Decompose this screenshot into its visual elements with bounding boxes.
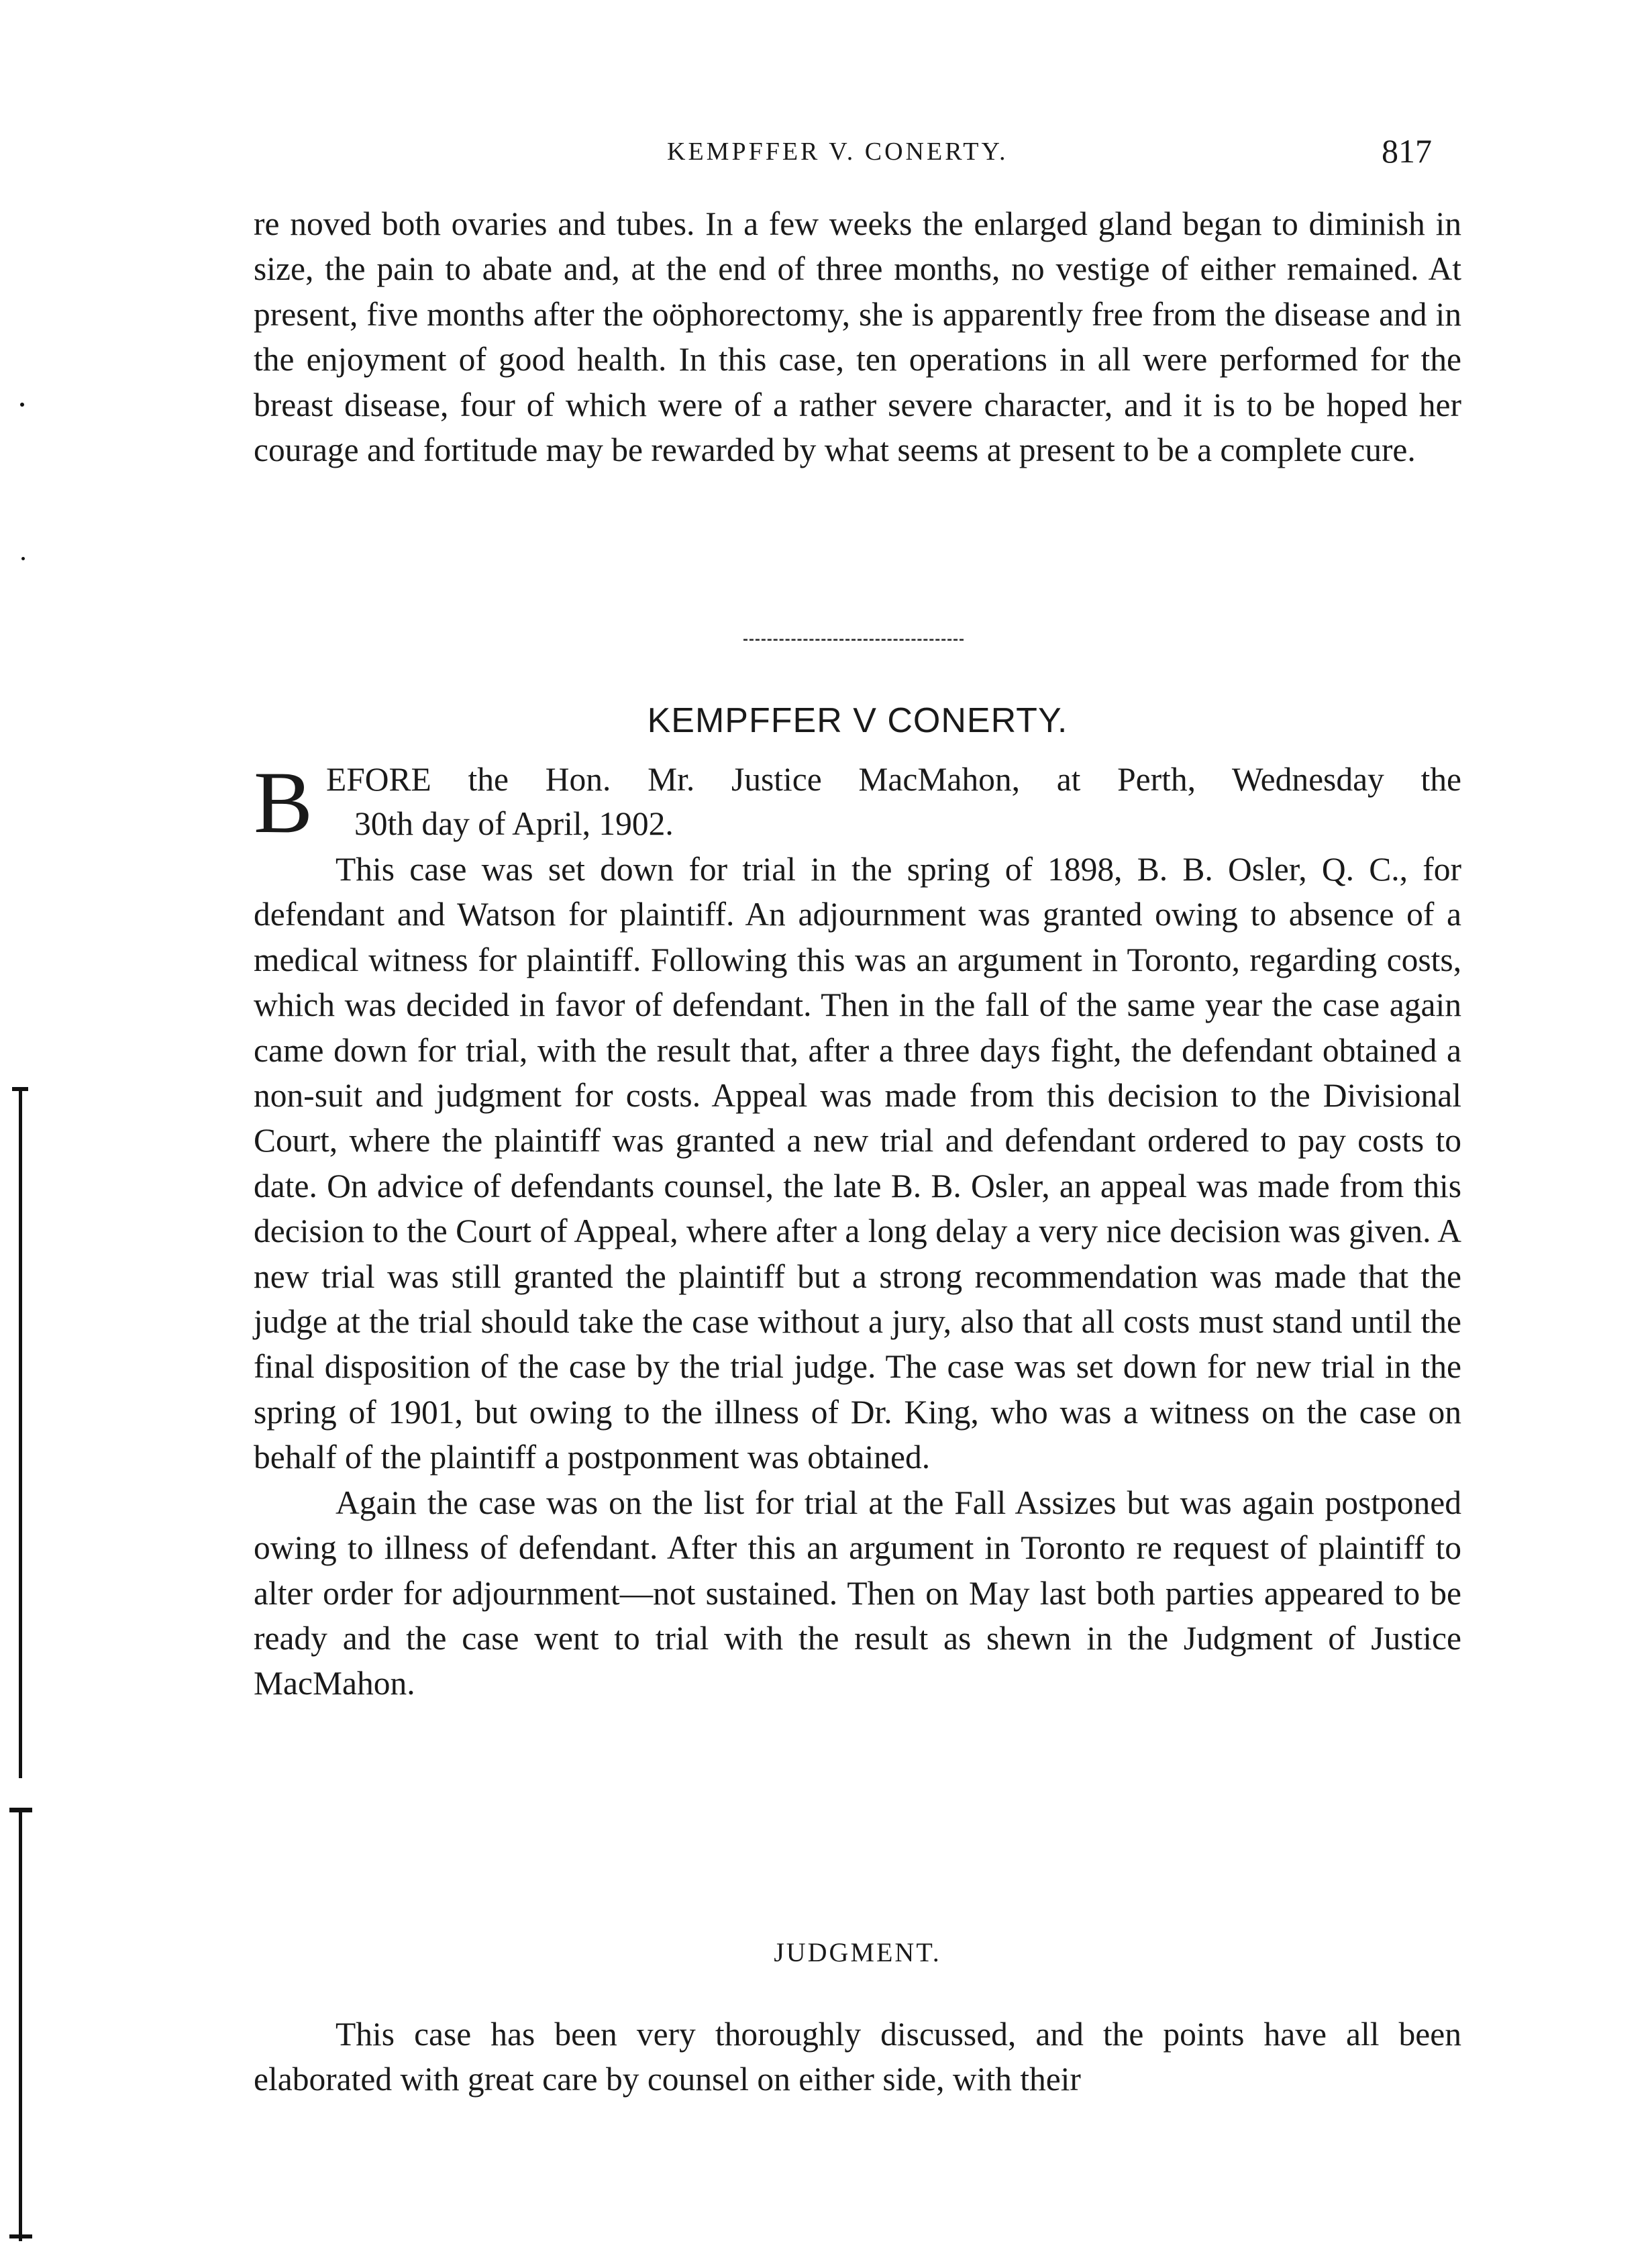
margin-line: [19, 1812, 22, 2241]
section-divider: [743, 639, 964, 641]
case-body: [254, 847, 1461, 1706]
margin-tick: [12, 1087, 28, 1091]
running-title: KEMPFFER V. CONERTY.: [667, 138, 1009, 166]
continued-text: [254, 201, 1461, 472]
drop-cap: B: [254, 753, 313, 852]
running-head: [248, 132, 1456, 178]
margin-tick: [9, 1808, 32, 1812]
margin-tick: [9, 2234, 32, 2238]
margin-line: [19, 1087, 22, 1778]
scan-margin-marks: [0, 0, 81, 2268]
case-paragraph-1: This case was set down for trial in the spring of 1898, B. B. Osler, Q. C., for defendant and Watson for plaintiff. An adjournment was granted owing to absence of a medical witness for plaintiff. Following this was an argument in Toronto, regarding costs, which was decided in favor of defendant. Then in the fall of the same year the case again came down for trial, with the result that, after a three days fight, the defendant obtained a non-suit and judgment for costs. Appeal was made from this decision to the Divisional Court, where the plaintiff was granted a new trial and defendant ordered to pay costs to date. On advice of defendants counsel, the late B. B. Osler, an appeal was made from this decision to the Court of Appeal, where after a long delay a very nice decision was given. A new trial was still granted the plaintiff but a strong recommendation was made that the judge at the trial should take the case without a jury, also that all costs must stand until the final disposition of the case by the trial judge. The case was set down for new trial in the spring of 1901, but owing to the illness of Dr. King, who was a witness on the case on behalf of the plaintiff a postponment was obtained.: [254, 851, 1461, 1476]
case-paragraph-2: Again the case was on the list for trial at the Fall Assizes but was again postponed owing to illness of defendant. After this an argument in Toronto re request of plaintiff to alter order for adjournment—not sustained. Then on May last both parties appeared to be ready and the case went to trial with the result as shewn in the Judgment of Justice MacMahon.: [254, 1484, 1461, 1702]
case-title: KEMPFFER V CONERTY.: [647, 701, 1068, 740]
continued-paragraph: re noved both ovaries and tubes. In a few weeks the enlarged gland began to diminish in size, the pain to abate and, at the end of three months, no vestige of either remained. At present, five months after the oöphorectomy, she is apparently free from the disease and in the enjoyment of good health. In this case, ten operations in all were performed for the breast disease, four of which were of a rather severe character, and it is to be hoped her courage and fortitude may be rewarded by what seems at present to be a complete cure.: [254, 205, 1461, 469]
opening-line-2: 30th day of April, 1902.: [354, 805, 674, 842]
judgment-heading: JUDGMENT.: [774, 1937, 941, 1967]
margin-dot: [21, 557, 25, 560]
page-number: 817: [1382, 132, 1432, 170]
judgment-paragraph: This case has been very thoroughly discussed, and the points have all been elaborated with great care by counsel on either side, with their: [254, 2016, 1461, 2098]
judgment-body: [254, 2012, 1461, 2102]
case-opening: [254, 753, 1461, 852]
margin-dot: [20, 403, 24, 407]
opening-line-1: EFORE the Hon. Mr. Justice MacMahon, at Perth, Wednesday the: [326, 761, 1461, 798]
